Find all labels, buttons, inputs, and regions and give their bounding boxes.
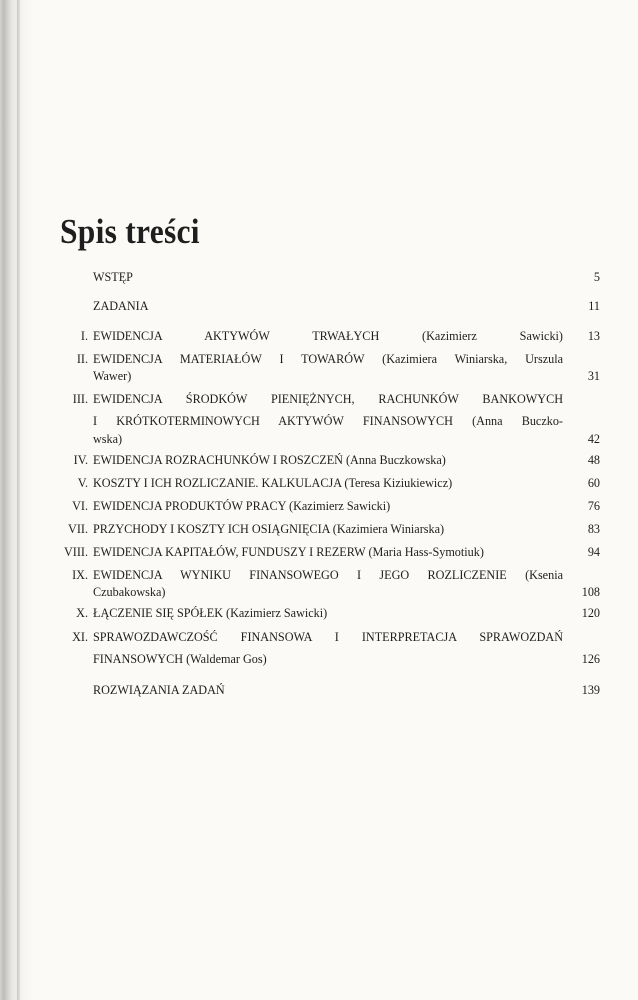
toc-entry-title-line-1: EWIDENCJA ŚRODKÓW PIENIĘŻNYCH, RACHUNKÓW BANKOWYCH <box>93 392 563 406</box>
toc-entry-title: KOSZTY I ICH ROZLICZANIE. KALKULACJA (Teresa Kiziukiewicz) <box>93 476 453 490</box>
toc-page-number: 126 <box>581 652 600 666</box>
toc-entry-title-line-2: Wawer) <box>93 369 132 383</box>
toc-entry-title: WSTĘP <box>93 270 133 284</box>
toc-entry-title-line-1: EWIDENCJA WYNIKU FINANSOWEGO I JEGO ROZLICZENIE (Ksenia <box>93 568 563 582</box>
toc-chapter-number: IV. <box>73 453 88 467</box>
toc-entry-title: PRZYCHODY I KOSZTY ICH OSIĄGNIĘCIA (Kazimiera Winiarska) <box>93 522 445 536</box>
toc-entry-title: EWIDENCJA PRODUKTÓW PRACY (Kazimierz Sawicki) <box>93 499 391 513</box>
toc-entry-title: ŁĄCZENIE SIĘ SPÓŁEK (Kazimierz Sawicki) <box>93 606 328 620</box>
toc-chapter-number: II. <box>76 352 88 366</box>
toc-entry-title: EWIDENCJA KAPITAŁÓW, FUNDUSZY I REZERW (Maria Hass-Symotiuk) <box>93 545 484 559</box>
toc-entry-title: ROZWIĄZANIA ZADAŃ <box>93 683 225 697</box>
toc-page-number: 5 <box>593 270 600 284</box>
toc-chapter-number: VIII. <box>63 545 88 559</box>
toc-entry-title: EWIDENCJA ROZRACHUNKÓW I ROSZCZEŃ (Anna Buczkowska) <box>93 453 446 467</box>
toc-page-number: 139 <box>581 683 600 697</box>
toc-chapter-number: III. <box>72 392 88 406</box>
toc-entry-title-line-2: I KRÓTKOTERMINOWYCH AKTYWÓW FINANSOWYCH (Anna Buczko- <box>93 414 563 428</box>
toc-page-number: 120 <box>581 606 600 620</box>
toc-entry-title: ZADANIA <box>93 299 149 313</box>
toc-entry-title-line-1: EWIDENCJA MATERIAŁÓW I TOWARÓW (Kazimiera Winiarska, Urszula <box>93 352 563 366</box>
toc-chapter-number: IX. <box>72 568 88 582</box>
toc-page-number: 94 <box>587 545 600 559</box>
toc-page-number: 83 <box>587 522 600 536</box>
toc-page-number: 13 <box>587 329 600 343</box>
toc-page-number: 48 <box>587 453 600 467</box>
page-title: Spis treści <box>60 212 200 251</box>
toc-chapter-number: V. <box>77 476 88 490</box>
toc-entry-title-line-2: FINANSOWYCH (Waldemar Gos) <box>93 652 267 666</box>
toc-chapter-number: XI. <box>72 630 88 644</box>
toc-chapter-number: I. <box>80 329 88 343</box>
toc-page-number: 108 <box>581 585 600 599</box>
toc-page-number: 76 <box>587 499 600 513</box>
toc-entry-title-line-1: SPRAWOZDAWCZOŚĆ FINANSOWA I INTERPRETACJA SPRAWOZDAŃ <box>93 630 563 644</box>
toc-chapter-number: X. <box>76 606 88 620</box>
toc-chapter-number: VII. <box>68 522 88 536</box>
toc-page-number: 31 <box>587 369 600 383</box>
toc-entry-title: EWIDENCJA AKTYWÓW TRWAŁYCH (Kazimierz Sawicki) <box>93 329 563 343</box>
toc-entry-title-line-3: wska) <box>93 432 123 446</box>
binding-crease <box>17 0 20 1000</box>
toc-page-number: 11 <box>588 299 600 313</box>
toc-chapter-number: VI. <box>72 499 88 513</box>
toc-entry-title-line-2: Czubakowska) <box>93 585 166 599</box>
toc-page-number: 42 <box>587 432 600 446</box>
toc-page-number: 60 <box>587 476 600 490</box>
